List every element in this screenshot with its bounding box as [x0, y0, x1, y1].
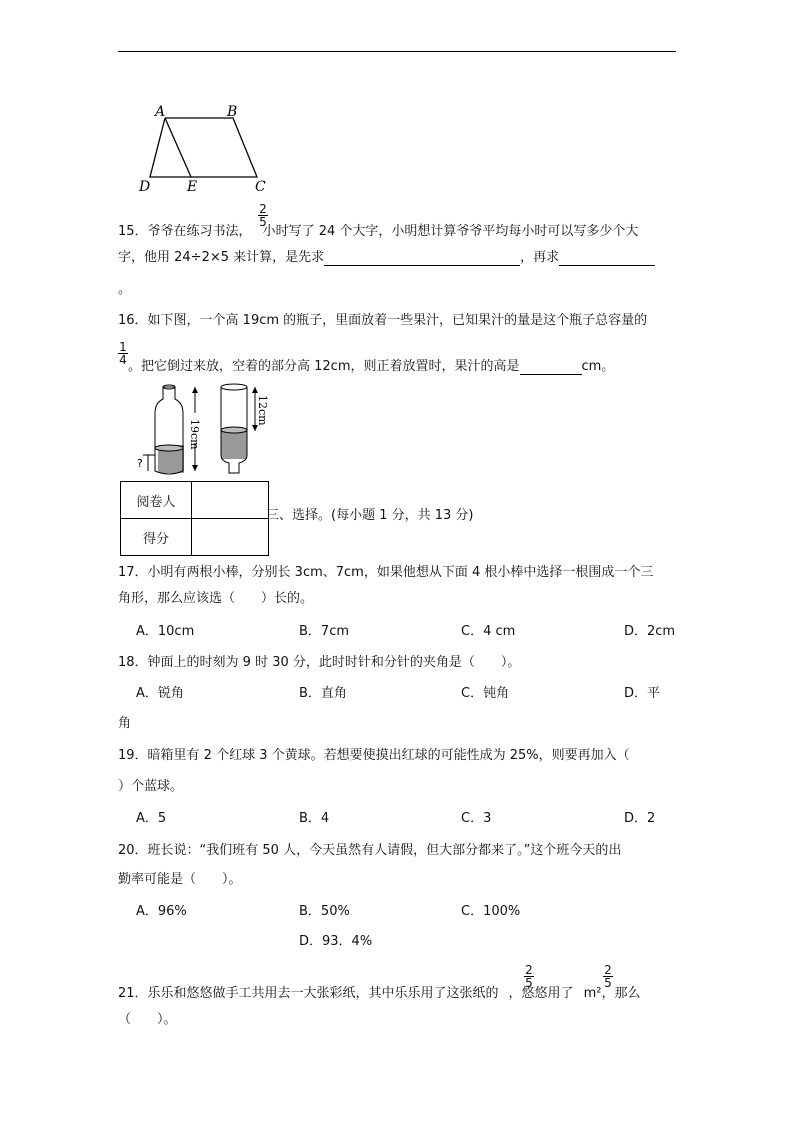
- q15-line1: 15．爷爷在练习书法， 小时写了 24 个大字，小明想计算爷爷平均每小时可以写多少个大: [118, 224, 639, 239]
- q17-line2: 角形，那么应该选（ ）长的。: [118, 591, 314, 606]
- label-19cm: 19cm: [188, 419, 201, 450]
- label-d: D: [139, 179, 151, 195]
- fraction-1-4: $\frac{1}{4}$: [119, 340, 127, 367]
- q19-option-d[interactable]: D．2: [624, 811, 656, 826]
- fraction-2-5: $\frac{2}{5}$: [259, 202, 267, 229]
- q21-line2: （ ）。: [118, 1012, 177, 1027]
- q20-option-b[interactable]: B．50%: [299, 904, 350, 919]
- q20-option-c[interactable]: C．100%: [461, 904, 521, 919]
- header-rule: [118, 51, 676, 52]
- answer-blank-1[interactable]: [324, 265, 520, 266]
- section-3-title: 三、选择。(每小题 1 分，共 13 分): [266, 508, 474, 523]
- label-question: ?: [137, 457, 143, 470]
- q20-line2: 勤率可能是（ ）。: [118, 872, 242, 887]
- score-table: [120, 481, 269, 556]
- label-a: A: [155, 104, 166, 120]
- q19-option-a[interactable]: A．5: [136, 811, 167, 826]
- bottles-figure: [135, 383, 270, 478]
- q15-line2: 字，他用 24÷2×5 来计算，是先求 ，再求: [118, 250, 655, 266]
- q19-option-c[interactable]: C．3: [461, 811, 492, 826]
- answer-blank-2[interactable]: [559, 265, 655, 266]
- q16-line2: 。把它倒过来放，空着的部分高 12cm，则正着放置时，果汁的高是 cm。: [128, 359, 615, 374]
- q17-option-b[interactable]: B．7cm: [299, 624, 350, 639]
- answer-blank-3[interactable]: [520, 374, 582, 375]
- score-cell[interactable]: [192, 519, 269, 556]
- q17-option-d[interactable]: D．2cm: [624, 624, 676, 639]
- q20-line1: 20．班长说：“我们班有 50 人，今天虽然有人请假，但大部分都来了。”这个班今天的出: [118, 843, 622, 858]
- q18-option-b[interactable]: B．直角: [299, 686, 347, 701]
- reviewer-label: 阅卷人: [121, 482, 192, 519]
- q21-line1: 21．乐乐和悠悠做手工共用去一大张彩纸，其中乐乐用了这张纸的 ，悠悠用了 m²，那么: [118, 986, 641, 1001]
- q18-option-c[interactable]: C．钝角: [461, 686, 510, 701]
- q19-option-b[interactable]: B．4: [299, 811, 330, 826]
- q20-option-a[interactable]: A．96%: [136, 904, 187, 919]
- fraction-2-5-b: $\frac{2}{5}$: [604, 963, 612, 990]
- label-e: E: [187, 179, 198, 195]
- q17-line1: 17．小明有两根小棒，分别长 3cm、7cm，如果他想从下面 4 根小棒中选择一根围成一个三: [118, 565, 654, 580]
- q17-option-c[interactable]: C．4 cm: [461, 624, 516, 639]
- q17-option-a[interactable]: A．10cm: [136, 624, 195, 639]
- label-c: C: [255, 179, 266, 195]
- score-label: 得分: [121, 519, 192, 556]
- label-12cm: 12cm: [256, 395, 269, 426]
- q18-option-d[interactable]: D．平: [624, 686, 661, 701]
- reviewer-cell[interactable]: [192, 482, 269, 519]
- q16-line1: 16．如下图，一个高 19cm 的瓶子，里面放着一些果汁，已知果汁的量是这个瓶子总容量的: [118, 313, 648, 328]
- q19-line1: 19．暗箱里有 2 个红球 3 个黄球。若想要使摸出红球的可能性成为 25%，则要再加入（: [118, 748, 630, 763]
- parallelogram-figure: [135, 100, 275, 195]
- q18-wrap: 角: [118, 716, 132, 731]
- label-b: B: [227, 104, 238, 120]
- q19-line2: ）个蓝球。: [118, 779, 184, 794]
- fraction-2-5-a: $\frac{2}{5}$: [525, 963, 533, 990]
- q15-line3: 。: [118, 282, 132, 297]
- q18-line1: 18．钟面上的时刻为 9 时 30 分，此时时针和分针的夹角是（ ）。: [118, 655, 521, 670]
- q20-option-d[interactable]: D．93．4%: [299, 934, 373, 949]
- q18-option-a[interactable]: A．锐角: [136, 686, 184, 701]
